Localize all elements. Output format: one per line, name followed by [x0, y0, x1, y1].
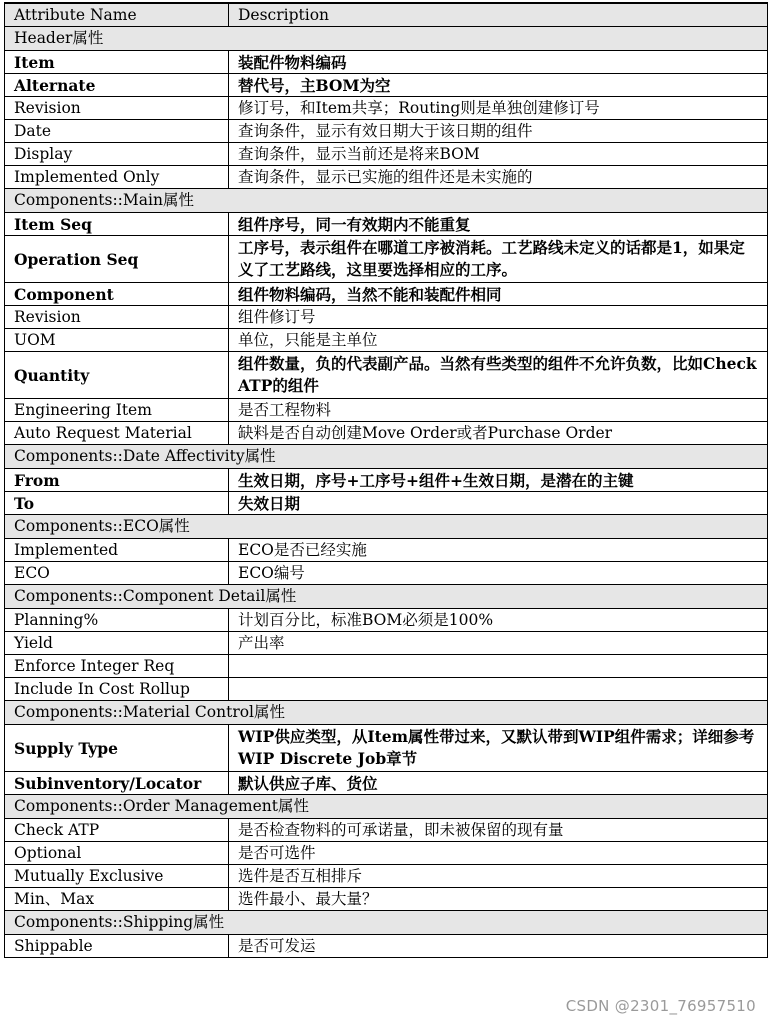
table-row: [5, 399, 768, 422]
description-cell: [229, 678, 768, 701]
section-title: Components::Material Control属性: [5, 701, 768, 725]
table-row: [5, 772, 768, 795]
table-row: [5, 609, 768, 632]
attribute-table: [4, 2, 768, 958]
attribute-name-cell: Engineering Item: [5, 399, 229, 422]
section-header-row: [5, 585, 768, 609]
table-row: [5, 562, 768, 585]
description-cell: ECO编号: [229, 562, 768, 585]
description-cell: 产出率: [229, 632, 768, 655]
table-row: [5, 655, 768, 678]
table-row: [5, 865, 768, 888]
attribute-name-cell: Planning%: [5, 609, 229, 632]
section-title: Components::Component Detail属性: [5, 585, 768, 609]
attribute-name-cell: Item: [5, 51, 229, 74]
attribute-name-cell: Auto Request Material: [5, 422, 229, 445]
table-row: [5, 166, 768, 189]
table-row: [5, 888, 768, 911]
attribute-name-cell: Supply Type: [5, 725, 229, 772]
description-cell: 查询条件，显示当前还是将来BOM: [229, 143, 768, 166]
attribute-name-cell: Quantity: [5, 352, 229, 399]
description-cell: 工序号，表示组件在哪道工序被消耗。工艺路线未定义的话都是1，如果定义了工艺路线，这里要选择相应的工序。: [229, 236, 768, 283]
attribute-name-cell: ECO: [5, 562, 229, 585]
description-cell: 计划百分比，标准BOM必须是100%: [229, 609, 768, 632]
description-cell: 是否检查物料的可承诺量，即未被保留的现有量: [229, 819, 768, 842]
section-header-row: [5, 27, 768, 51]
description-cell: 是否工程物料: [229, 399, 768, 422]
attribute-name-cell: UOM: [5, 329, 229, 352]
attribute-name-cell: Date: [5, 120, 229, 143]
attribute-name-cell: Enforce Integer Req: [5, 655, 229, 678]
table-row: [5, 74, 768, 97]
attribute-name-cell: Revision: [5, 306, 229, 329]
description-cell: 是否可发运: [229, 935, 768, 958]
table-row: [5, 213, 768, 236]
table-row: [5, 469, 768, 492]
table-row: [5, 935, 768, 958]
table-row: [5, 283, 768, 306]
description-cell: 装配件物料编码: [229, 51, 768, 74]
attribute-name-cell: Component: [5, 283, 229, 306]
table-header-row: [5, 3, 768, 27]
table-row: [5, 492, 768, 515]
attribute-name-cell: Check ATP: [5, 819, 229, 842]
attribute-name-cell: To: [5, 492, 229, 515]
description-cell: 组件物料编码，当然不能和装配件相同: [229, 283, 768, 306]
section-header-row: [5, 795, 768, 819]
table-row: [5, 120, 768, 143]
attribute-name-cell: Operation Seq: [5, 236, 229, 283]
attribute-name-cell: Subinventory/Locator: [5, 772, 229, 795]
table-row: [5, 306, 768, 329]
attribute-name-cell: Alternate: [5, 74, 229, 97]
description-cell: 默认供应子库、货位: [229, 772, 768, 795]
description-cell: 失效日期: [229, 492, 768, 515]
attribute-name-cell: Display: [5, 143, 229, 166]
table-row: [5, 539, 768, 562]
table-row: [5, 51, 768, 74]
description-cell: 缺料是否自动创建Move Order或者Purchase Order: [229, 422, 768, 445]
description-cell: 组件数量，负的代表副产品。当然有些类型的组件不允许负数，比如Check ATP的组件: [229, 352, 768, 399]
table-row: [5, 236, 768, 283]
section-header-row: [5, 515, 768, 539]
header-description: Description: [229, 3, 768, 27]
table-row: [5, 352, 768, 399]
attribute-name-cell: Implemented: [5, 539, 229, 562]
attribute-name-cell: Optional: [5, 842, 229, 865]
table-row: [5, 842, 768, 865]
description-cell: 单位，只能是主单位: [229, 329, 768, 352]
description-cell: 替代号，主BOM为空: [229, 74, 768, 97]
table-row: [5, 632, 768, 655]
section-title: Components::Date Affectivity属性: [5, 445, 768, 469]
description-cell: 选件是否互相排斥: [229, 865, 768, 888]
description-cell: 查询条件，显示有效日期大于该日期的组件: [229, 120, 768, 143]
section-title: Components::Main属性: [5, 189, 768, 213]
description-cell: 查询条件，显示已实施的组件还是未实施的: [229, 166, 768, 189]
section-title: Components::Shipping属性: [5, 911, 768, 935]
description-cell: 选件最小、最大量？: [229, 888, 768, 911]
attribute-name-cell: Yield: [5, 632, 229, 655]
section-header-row: [5, 701, 768, 725]
attribute-name-cell: Shippable: [5, 935, 229, 958]
attribute-name-cell: Revision: [5, 97, 229, 120]
watermark: CSDN @2301_76957510: [565, 997, 756, 1015]
table-row: [5, 422, 768, 445]
attribute-name-cell: Include In Cost Rollup: [5, 678, 229, 701]
table-row: [5, 678, 768, 701]
attribute-name-cell: Item Seq: [5, 213, 229, 236]
description-cell: WIP供应类型，从Item属性带过来，又默认带到WIP组件需求；详细参考WIP Discrete Job章节: [229, 725, 768, 772]
description-cell: 修订号，和Item共享；Routing则是单独创建修订号: [229, 97, 768, 120]
section-title: Header属性: [5, 27, 768, 51]
description-cell: ECO是否已经实施: [229, 539, 768, 562]
table-row: [5, 97, 768, 120]
description-cell: 组件修订号: [229, 306, 768, 329]
section-title: Components::ECO属性: [5, 515, 768, 539]
section-header-row: [5, 911, 768, 935]
attribute-name-cell: Mutually Exclusive: [5, 865, 229, 888]
table-body: [5, 27, 768, 958]
attribute-name-cell: Min、Max: [5, 888, 229, 911]
table-row: [5, 819, 768, 842]
section-title: Components::Order Management属性: [5, 795, 768, 819]
description-cell: [229, 655, 768, 678]
attribute-name-cell: Implemented Only: [5, 166, 229, 189]
attribute-name-cell: From: [5, 469, 229, 492]
header-attribute-name: Attribute Name: [5, 3, 229, 27]
description-cell: 组件序号，同一有效期内不能重复: [229, 213, 768, 236]
description-cell: 生效日期，序号+工序号+组件+生效日期，是潜在的主键: [229, 469, 768, 492]
table-row: [5, 725, 768, 772]
table-row: [5, 329, 768, 352]
section-header-row: [5, 189, 768, 213]
description-cell: 是否可选件: [229, 842, 768, 865]
table-row: [5, 143, 768, 166]
section-header-row: [5, 445, 768, 469]
